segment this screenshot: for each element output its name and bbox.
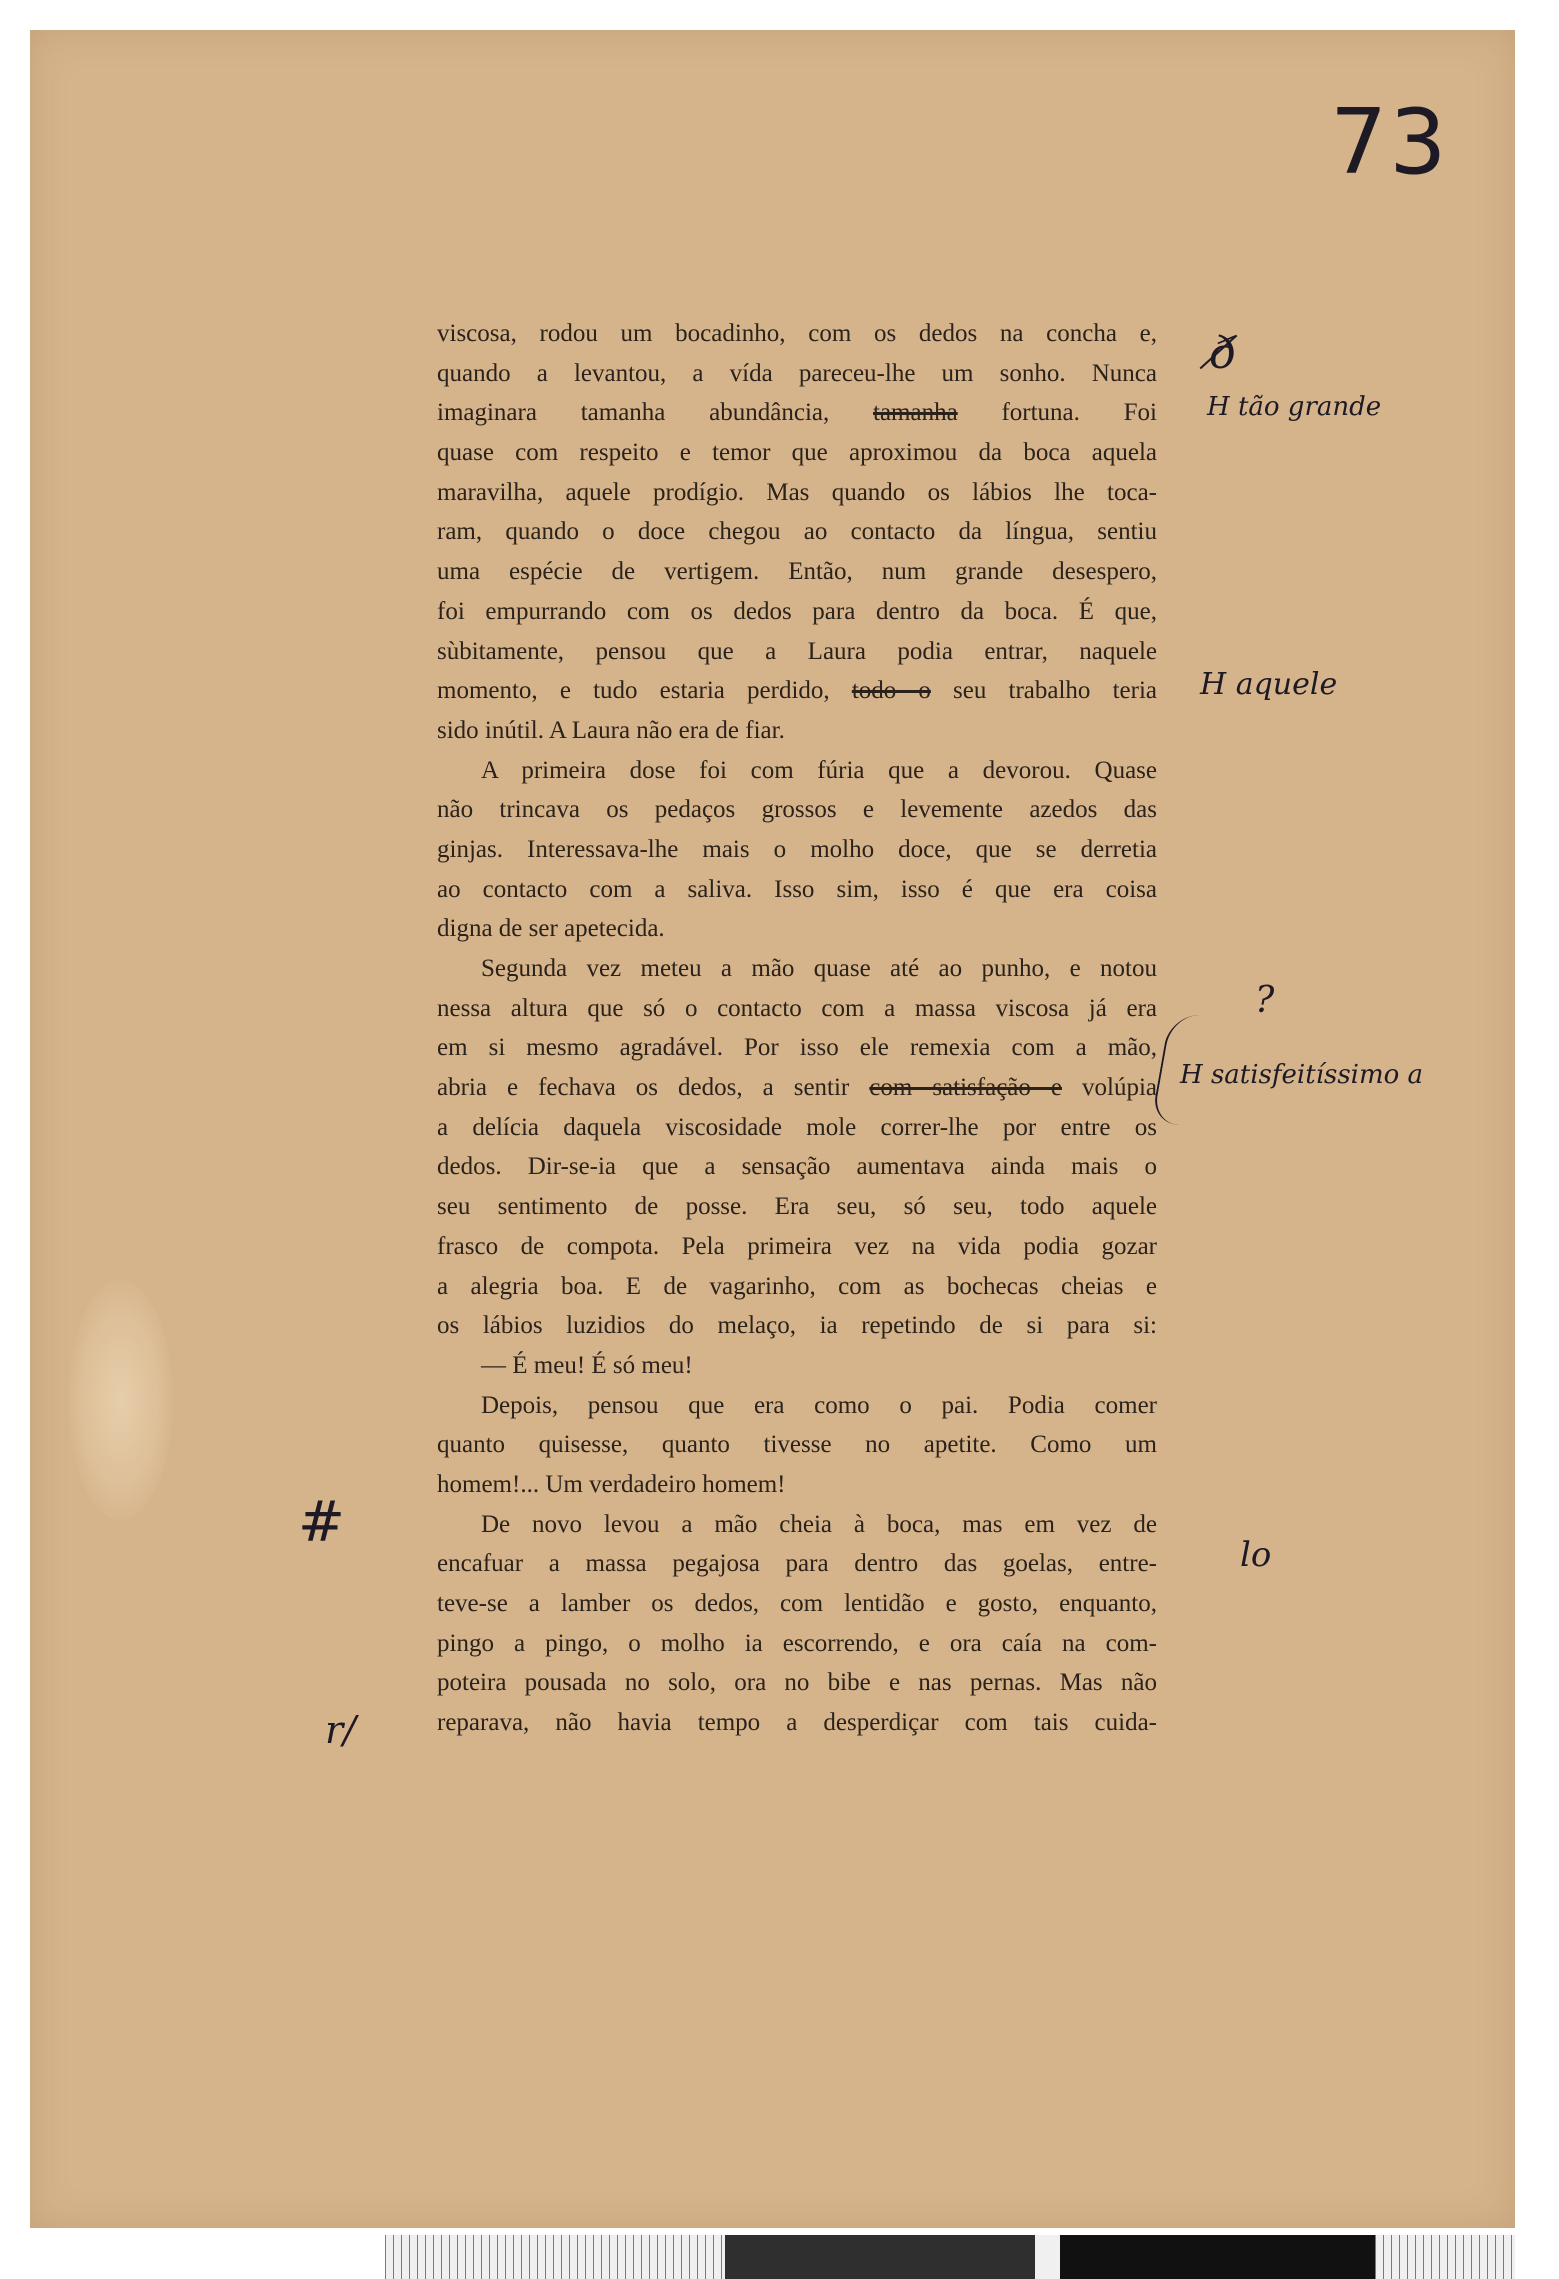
margin-note-aquele: H aquele [1200, 667, 1338, 702]
text-line: uma espécie de vertigem. Então, num grande desespero, [437, 558, 1157, 586]
text-line: frasco de compota. Pela primeira vez na vida podia gozar [437, 1232, 1157, 1260]
text-line: a alegria boa. E de vagarinho, com as bochecas cheias e [437, 1272, 1157, 1300]
text-line: pingo a pingo, o molho ia escorrendo, e ora caía na com- [437, 1629, 1157, 1657]
text-line: os lábios luzidios do melaço, ia repetindo de si para si: [437, 1312, 1157, 1340]
text-line: ao contacto com a saliva. Isso sim, isso é que era coisa [437, 875, 1157, 903]
text-line: quando a levantou, a vída pareceu-lhe um sonho. Nunca [437, 359, 1157, 387]
text-line: nessa altura que só o contacto com a massa viscosa já era [437, 994, 1157, 1022]
ruler-gap [1040, 2235, 1060, 2279]
text-line: a delícia daquela viscosidade mole correr-lhe por entre os [437, 1113, 1157, 1141]
text-line: foi empurrando com os dedos para dentro da boca. É que, [437, 597, 1157, 625]
struck-word: tamanha [873, 399, 958, 427]
text-line: Depois, pensou que era como o pai. Podia comer [481, 1391, 1157, 1419]
text-line: ram, quando o doce chegou ao contacto da língua, sentiu [437, 518, 1157, 546]
struck-word: todo o [851, 677, 931, 705]
text-line: quase com respeito e temor que aproximou da boca aquela [437, 439, 1157, 467]
ruler-ticks [385, 2235, 725, 2279]
text-line: momento, e tudo estaria perdido, todo o seu trabalho teria [437, 677, 1157, 705]
ruler-block [725, 2235, 1035, 2279]
text-line: ginjas. Interessava-lhe mais o molho doce, que se derretia [437, 835, 1157, 863]
text-line: quanto quisesse, quanto tivesse no apetite. Como um [437, 1431, 1157, 1459]
margin-note-satisfeitissimo: H satisfeitíssimo a [1180, 1060, 1424, 1090]
text-line: encafuar a massa pegajosa para dentro das goelas, entre- [437, 1550, 1157, 1578]
text-line: viscosa, rodou um bocadinho, com os dedos na concha e, [437, 320, 1157, 347]
text-line: homem!... Um verdadeiro homem! [437, 1470, 786, 1498]
scan-ruler [385, 2235, 1515, 2279]
text-line: não trincava os pedaços grossos e levemente azedos das [437, 796, 1157, 824]
text-line: maravilha, aquele prodígio. Mas quando os lábios lhe toca- [437, 478, 1157, 506]
margin-note-hash: # [298, 1490, 345, 1555]
text-line: digna de ser apetecida. [437, 915, 665, 943]
struck-word: com satisfação e [869, 1074, 1062, 1102]
text-line: reparava, não havia tempo a desperdiçar com tais cuida- [437, 1709, 1157, 1737]
typed-text-block [437, 314, 1157, 1743]
margin-note-tao-grande: H tão grande [1207, 392, 1382, 422]
fingerprint-stain [68, 1280, 173, 1520]
text-line: — É meu! É só meu! [481, 1351, 693, 1379]
page-number: 73 [1330, 90, 1449, 195]
text-line: sido inútil. A Laura não era de fiar. [437, 716, 785, 744]
ruler-ticks [1375, 2235, 1515, 2279]
margin-note-lo: lo [1240, 1535, 1272, 1575]
text-line: dedos. Dir-se-ia que a sensação aumentava ainda mais o [437, 1153, 1157, 1181]
text-line: seu sentimento de posse. Era seu, só seu, todo aquele [437, 1193, 1157, 1221]
text-line: A primeira dose foi com fúria que a devorou. Quase [481, 756, 1157, 784]
text-line: teve-se a lamber os dedos, com lentidão e gosto, enquanto, [437, 1590, 1157, 1617]
text-line: De novo levou a mão cheia à boca, mas em vez de [481, 1510, 1157, 1538]
margin-note-question: ? [1255, 980, 1275, 1021]
text-line: sùbitamente, pensou que a Laura podia entrar, naquele [437, 637, 1157, 665]
ruler-block [1060, 2235, 1375, 2279]
text-line: imaginara tamanha abundância, tamanha fortuna. Foi [437, 399, 1157, 427]
text-line: Segunda vez meteu a mão quase até ao punho, e notou [481, 955, 1157, 982]
text-line: abria e fechava os dedos, a sentir com satisfação e volúpia [437, 1074, 1157, 1102]
text-line: em si mesmo agradável. Por isso ele remexia com a mão, [437, 1034, 1157, 1062]
margin-note-delete-mark: ð̸ [1210, 328, 1237, 379]
text-line: poteira pousada no solo, ora no bibe e nas pernas. Mas não [437, 1669, 1157, 1697]
margin-note-r: r/ [325, 1708, 356, 1752]
